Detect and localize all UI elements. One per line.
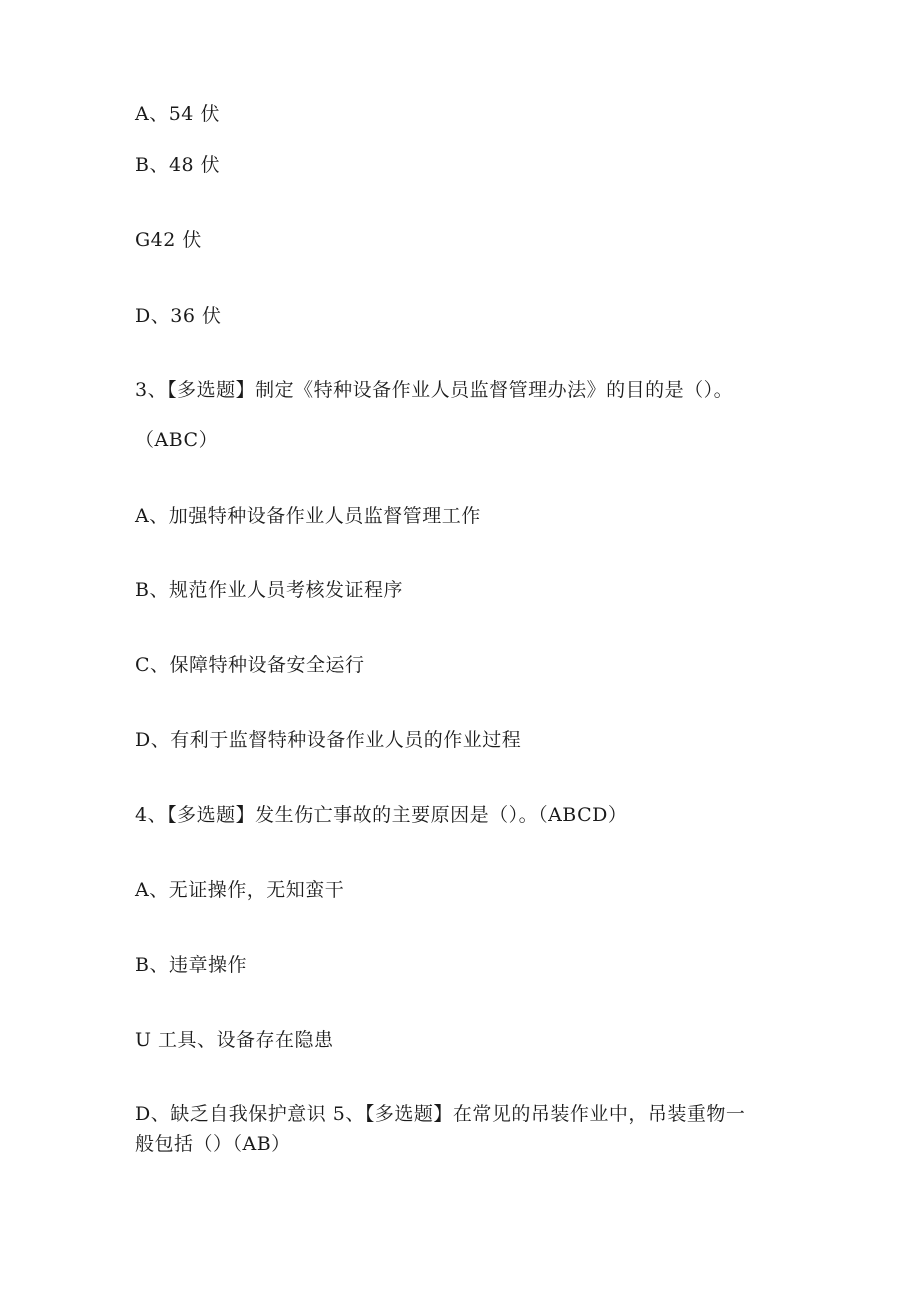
q2-option-c: G42 伏 xyxy=(135,229,202,251)
q3-option-b: B、规范作业人员考核发证程序 xyxy=(135,579,403,601)
q3-question: 3、【多选题】制定《特种设备作业人员监督管理办法》的目的是（）。 xyxy=(135,379,734,401)
q4-option-c: U 工具、设备存在隐患 xyxy=(135,1029,334,1051)
q3-option-c: C、保障特种设备安全运行 xyxy=(135,654,365,676)
q4-question: 4、【多选题】发生伤亡事故的主要原因是（）。（ABCD） xyxy=(135,804,628,826)
q3-option-a: A、加强特种设备作业人员监督管理工作 xyxy=(135,505,481,527)
q3-answer: （ABC） xyxy=(135,429,219,451)
q3-option-d: D、有利于监督特种设备作业人员的作业过程 xyxy=(135,729,522,751)
q5-question-cont: 般包括（）（AB） xyxy=(135,1133,291,1155)
q2-option-d: D、36 伏 xyxy=(135,305,222,327)
q2-option-b: B、48 伏 xyxy=(135,154,221,176)
q4-option-b: B、违章操作 xyxy=(135,954,247,976)
q4-option-a: A、无证操作，无知蛮干 xyxy=(135,879,345,901)
q4-option-d-q5-start: D、缺乏自我保护意识 5、【多选题】在常见的吊装作业中，吊装重物一 xyxy=(135,1103,746,1125)
q2-option-a: A、54 伏 xyxy=(135,103,220,125)
